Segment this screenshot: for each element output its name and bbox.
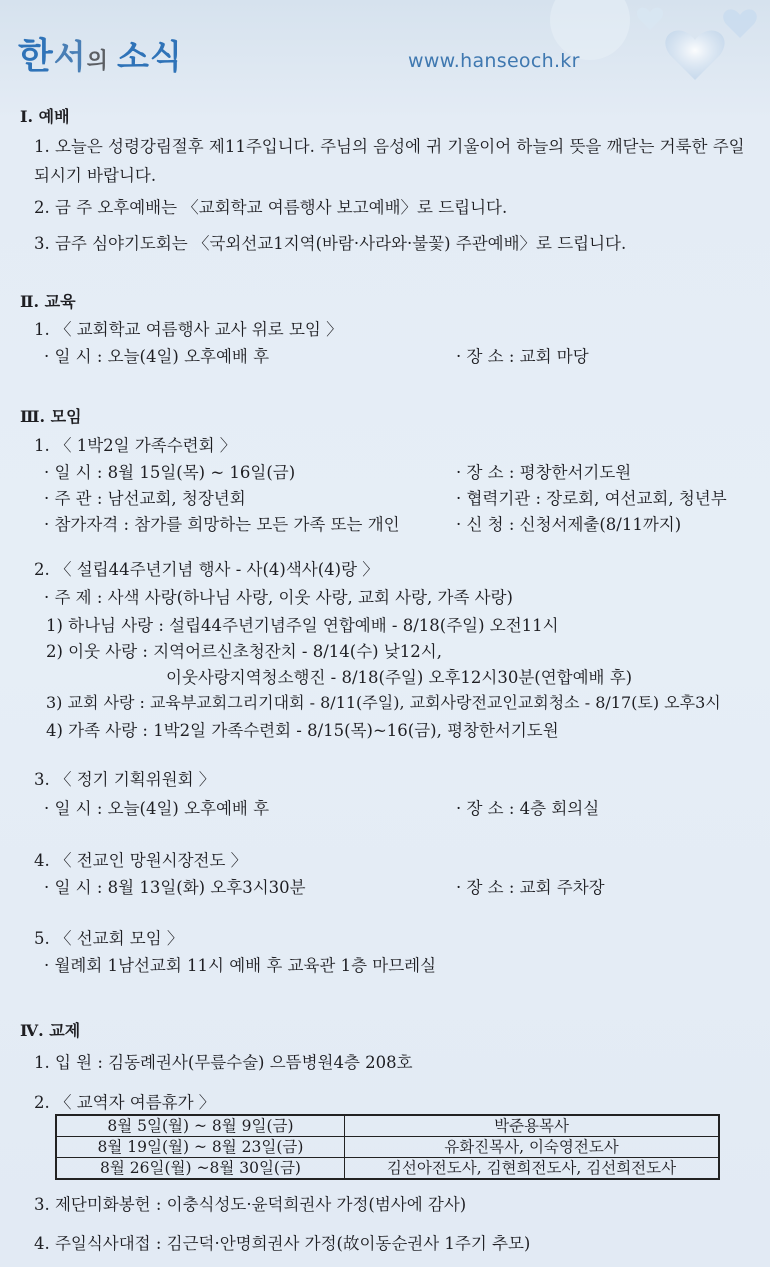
vacation-dates: 8월 5일(월) ~ 8월 9일(금) — [56, 1115, 345, 1137]
fellowship-item-4: 4. 주일식사대접 : 김근덕·안명희권사 가정(故이동순권사 1주기 추모) — [34, 1234, 531, 1253]
brand-title — [18, 28, 183, 79]
worship-item-3: 3. 금주 심야기도회는 〈국외선교1지역(바람·사라와·불꽃) 주관예배〉로 드립니다. — [34, 234, 627, 253]
meeting-4-place: · 장 소 : 교회 주차장 — [456, 878, 605, 897]
vacation-dates: 8월 26일(월) ~8월 30일(금) — [56, 1158, 345, 1180]
meeting-item-1: 1. 〈 1박2일 가족수련회 〉 — [34, 436, 237, 455]
section-title-meetings: Ⅲ. 모임 — [20, 407, 82, 426]
fellowship-item-2: 2. 〈 교역자 여름휴가 〉 — [34, 1093, 216, 1112]
fellowship-item-3: 3. 제단미화봉헌 : 이충식성도·윤덕희권사 가정(범사에 감사) — [34, 1195, 467, 1214]
meeting-1-host: · 주 관 : 남선교회, 청장년회 — [44, 489, 246, 508]
meeting-2-sub-1: 1) 하나님 사랑 : 설립44주년기념주일 연합예배 - 8/18(주일) 오전11시 — [46, 616, 559, 635]
meeting-3-place: · 장 소 : 4층 회의실 — [456, 799, 600, 818]
table-row — [56, 1115, 719, 1137]
meeting-2-sub-2a: 2) 이웃 사랑 : 지역어르신초청잔치 - 8/14(수) 낮12시, — [46, 642, 442, 661]
meeting-item-2: 2. 〈 설립44주년기념 행사 - 사(4)색사(4)랑 〉 — [34, 560, 379, 579]
meeting-item-5: 5. 〈 선교회 모임 〉 — [34, 929, 184, 948]
meeting-2-sub-3: 3) 교회 사랑 : 교육부교회그리기대회 - 8/11(주일), 교회사랑전교인교회청소 - 8/17(토) 오후3시 — [46, 693, 721, 712]
education-item-1: 1. 〈 교회학교 여름행사 교사 위로 모임 〉 — [34, 320, 343, 339]
meeting-2-theme: · 주 제 : 사색 사랑(하나님 사랑, 이웃 사랑, 교회 사랑, 가족 사랑) — [44, 588, 513, 607]
meeting-5-detail: · 월례회 1남선교회 11시 예배 후 교육관 1층 마므레실 — [44, 956, 437, 975]
table-row — [56, 1137, 719, 1158]
education-item-1-time: · 일 시 : 오늘(4일) 오후예배 후 — [44, 347, 270, 366]
meeting-1-partners: · 협력기관 : 장로회, 여선교회, 청년부 — [456, 489, 727, 508]
section-title-fellowship: Ⅳ. 교제 — [20, 1021, 81, 1040]
education-item-1-place: · 장 소 : 교회 마당 — [456, 347, 589, 366]
meeting-item-3: 3. 〈 정기 기획위원회 〉 — [34, 770, 216, 789]
vacation-names: 유화진목사, 이숙영전도사 — [345, 1137, 720, 1158]
meeting-3-time: · 일 시 : 오늘(4일) 오후예배 후 — [44, 799, 270, 818]
meeting-1-place: · 장 소 : 평창한서기도원 — [456, 463, 632, 482]
section-title-worship: Ⅰ. 예배 — [20, 107, 70, 126]
brand-part-3: 의 — [86, 49, 109, 74]
fellowship-item-1: 1. 입 원 : 김동례권사(무릎수술) 으뜸병원4층 208호 — [34, 1053, 413, 1072]
table-row — [56, 1158, 719, 1180]
meeting-2-sub-2b: 이웃사랑지역청소행진 - 8/18(주일) 오후12시30분(연합예배 후) — [166, 668, 633, 687]
brand-part-2: 서 — [53, 37, 87, 76]
vacation-table — [55, 1114, 720, 1180]
meeting-1-date: · 일 시 : 8월 15일(목) ~ 16일(금) — [44, 463, 296, 482]
vacation-dates: 8월 19일(월) ~ 8월 23일(금) — [56, 1137, 345, 1158]
meeting-item-4: 4. 〈 전교인 망원시장전도 〉 — [34, 851, 248, 870]
vacation-names: 김선아전도사, 김현희전도사, 김선희전도사 — [345, 1158, 720, 1180]
meeting-2-sub-4: 4) 가족 사랑 : 1박2일 가족수련회 - 8/15(목)~16(금), 평창한서기도원 — [46, 721, 559, 740]
section-title-education: Ⅱ. 교육 — [20, 292, 76, 311]
worship-item-1: 1. 오늘은 성령강림절후 제11주입니다. 주님의 음성에 귀 기울이어 하늘의 뜻을 깨닫는 거룩한 주일 되시기 바랍니다. — [34, 137, 745, 185]
meeting-1-application: · 신 청 : 신청서제출(8/11까지) — [456, 515, 682, 534]
website-url: www.hanseoch.kr — [408, 50, 580, 72]
page-header — [0, 0, 770, 92]
vacation-names: 박준용목사 — [345, 1115, 720, 1137]
meeting-1-eligibility: · 참가자격 : 참가를 희망하는 모든 가족 또는 개인 — [44, 515, 400, 534]
meeting-4-time: · 일 시 : 8월 13일(화) 오후3시30분 — [44, 878, 306, 897]
worship-item-2: 2. 금 주 오후예배는 〈교회학교 여름행사 보고예배〉로 드립니다. — [34, 198, 508, 217]
brand-part-4: 소식 — [116, 37, 183, 76]
brand-part-1: 한 — [18, 36, 54, 77]
